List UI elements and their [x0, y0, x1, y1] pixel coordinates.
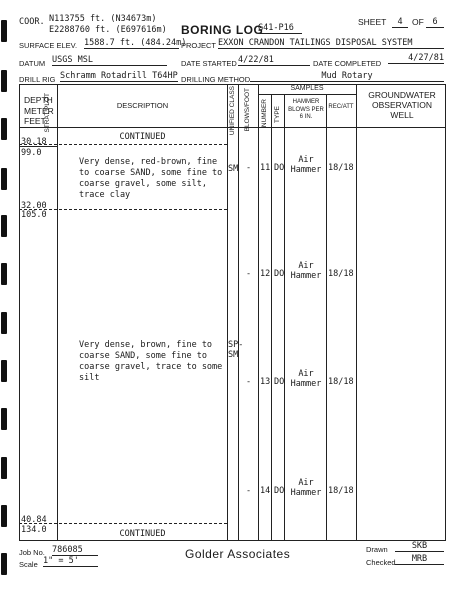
- sample-4-rec: 18/18: [328, 486, 354, 496]
- col-sep-description: [227, 84, 228, 541]
- sample-2-blows: -: [246, 269, 252, 279]
- sample-2-type: DO: [274, 269, 285, 279]
- samples-header: SAMPLES: [290, 85, 324, 92]
- layer-1-uscs: SM: [228, 164, 239, 174]
- date-completed-value: 4/27/81: [388, 53, 444, 64]
- sample-1-hammer: Air Hammer: [290, 155, 322, 175]
- punch-mark: [1, 360, 7, 382]
- coor-easting: E2288760 ft. (E697616m): [49, 25, 167, 35]
- punch-mark: [1, 70, 7, 92]
- company-name: Golder Associates: [185, 547, 291, 561]
- layer-boundary: [19, 209, 227, 210]
- sample-3-type: DO: [274, 377, 285, 387]
- depth-feet-3: 134.0: [21, 525, 47, 535]
- unified-class-header: UNIFIED CLASS: [229, 86, 236, 136]
- sample-1-blows: -: [246, 163, 252, 173]
- job-label: Job No.: [19, 548, 45, 557]
- punch-mark: [1, 118, 7, 140]
- job-value: 786085: [52, 545, 98, 556]
- continued-bottom-line: [19, 523, 227, 524]
- drilling-method-value: Mud Rotary: [250, 71, 444, 82]
- sample-3-hammer: Air Hammer: [290, 369, 322, 389]
- datum-value: USGS MSL: [52, 55, 167, 66]
- date-started-value: 4/22/81: [238, 55, 310, 66]
- punch-mark: [1, 408, 7, 430]
- project-label: PROJECT: [181, 41, 217, 50]
- punch-mark: [1, 505, 7, 527]
- depth-meter-3: 40.84: [21, 515, 47, 525]
- scale-label: Scale: [19, 560, 38, 569]
- scale-value: 1" = 5': [43, 556, 98, 567]
- punch-mark: [1, 20, 7, 42]
- datum-label: DATUM: [19, 59, 46, 68]
- depth-feet-1: 99.0: [21, 148, 42, 158]
- groundwater-header: GROUNDWATER OBSERVATION WELL: [368, 90, 436, 120]
- col-sep-blows: [258, 84, 259, 541]
- blows-foot-header: BLOWS/FOOT: [244, 88, 251, 132]
- surface-elev-value: 1588.7 ft. (484.24m): [84, 38, 187, 48]
- sheet-total: 6: [426, 17, 444, 28]
- col-sep-type: [284, 94, 285, 541]
- coor-northing: N113755 ft. (N34673m): [49, 14, 157, 24]
- continued-bottom: CONTINUED: [119, 529, 166, 539]
- sample-2-hammer: Air Hammer: [290, 261, 322, 281]
- col-sep-rec: [356, 84, 357, 541]
- layer-2-description: Very dense, brown, fine to coarse SAND, some fine to coarse gravel, trace to some silt: [79, 340, 223, 383]
- coor-label: COOR.: [19, 17, 45, 27]
- punch-mark: [1, 263, 7, 285]
- punch-mark: [1, 215, 7, 237]
- boring-id: G41-P16: [258, 23, 302, 34]
- date-started-label: DATE STARTED: [181, 59, 237, 68]
- rec-header: REC/ATT: [328, 104, 354, 110]
- sample-1-number: 11: [260, 163, 271, 173]
- sample-4-blows: -: [246, 486, 252, 496]
- col-sep-depth: [57, 84, 58, 541]
- col-sep-hammer: [326, 94, 327, 541]
- sample-3-rec: 18/18: [328, 377, 354, 387]
- samples-underline: [258, 94, 356, 95]
- drill-rig-label: DRILL RIG: [19, 75, 56, 84]
- description-header: DESCRIPTION: [116, 101, 169, 110]
- sample-4-hammer: Air Hammer: [290, 478, 322, 498]
- sample-1-type: DO: [274, 163, 285, 173]
- continued-top: CONTINUED: [119, 132, 166, 142]
- col-sep-number: [271, 94, 272, 541]
- feet-header: FEET: [24, 116, 46, 126]
- depth-meter-2: 32.00: [21, 201, 47, 211]
- type-header: TYPE: [274, 106, 281, 123]
- punch-mark: [1, 312, 7, 334]
- drill-rig-value: Schramm Rotadrill T64HP: [60, 71, 178, 81]
- depth-header: DEPTH: [24, 95, 53, 105]
- sample-1-rec: 18/18: [328, 163, 354, 173]
- continued-top-line: [19, 144, 227, 145]
- col-sep-class: [238, 84, 239, 541]
- hammer-header: HAMMER BLOWS PER 6 IN.: [288, 99, 324, 120]
- sample-2-number: 12: [260, 269, 271, 279]
- checked-label: Checked: [366, 558, 396, 567]
- sample-4-number: 14: [260, 486, 271, 496]
- strat-plot-header: STRAT PLOT: [44, 93, 51, 133]
- meter-header: METER: [24, 106, 54, 116]
- sample-3-number: 13: [260, 377, 271, 387]
- log-title: BORING LOG: [181, 23, 264, 37]
- depth-feet-2: 105.0: [21, 210, 47, 220]
- checked-value: MRB: [395, 554, 444, 565]
- project-value: EXXON CRANDON TAILINGS DISPOSAL SYSTEM: [218, 38, 444, 49]
- sheet-label: SHEET: [358, 17, 387, 27]
- punch-mark: [1, 168, 7, 190]
- sample-2-rec: 18/18: [328, 269, 354, 279]
- drawn-label: Drawn: [366, 545, 388, 554]
- table-frame: [19, 84, 446, 541]
- drilling-method-label: DRILLING METHOD: [181, 75, 251, 84]
- date-completed-label: DATE COMPLETED: [313, 59, 382, 68]
- layer-2-uscs: SP- SM: [228, 340, 244, 360]
- of-label: OF: [412, 17, 424, 27]
- layer-1-description: Very dense, red-brown, fine to coarse SAND, some fine to coarse gravel, some silt, trace clay: [79, 157, 223, 200]
- number-header: NUMBER: [261, 99, 268, 128]
- sample-4-type: DO: [274, 486, 285, 496]
- depth-meter-1: 30.18: [21, 137, 47, 147]
- sample-3-blows: -: [246, 377, 252, 387]
- punch-mark: [1, 457, 7, 479]
- drawn-value: SKB: [395, 541, 444, 552]
- surface-elev-label: SURFACE ELEV.: [19, 41, 78, 50]
- sheet-number: 4: [392, 17, 408, 28]
- punch-mark: [1, 553, 7, 575]
